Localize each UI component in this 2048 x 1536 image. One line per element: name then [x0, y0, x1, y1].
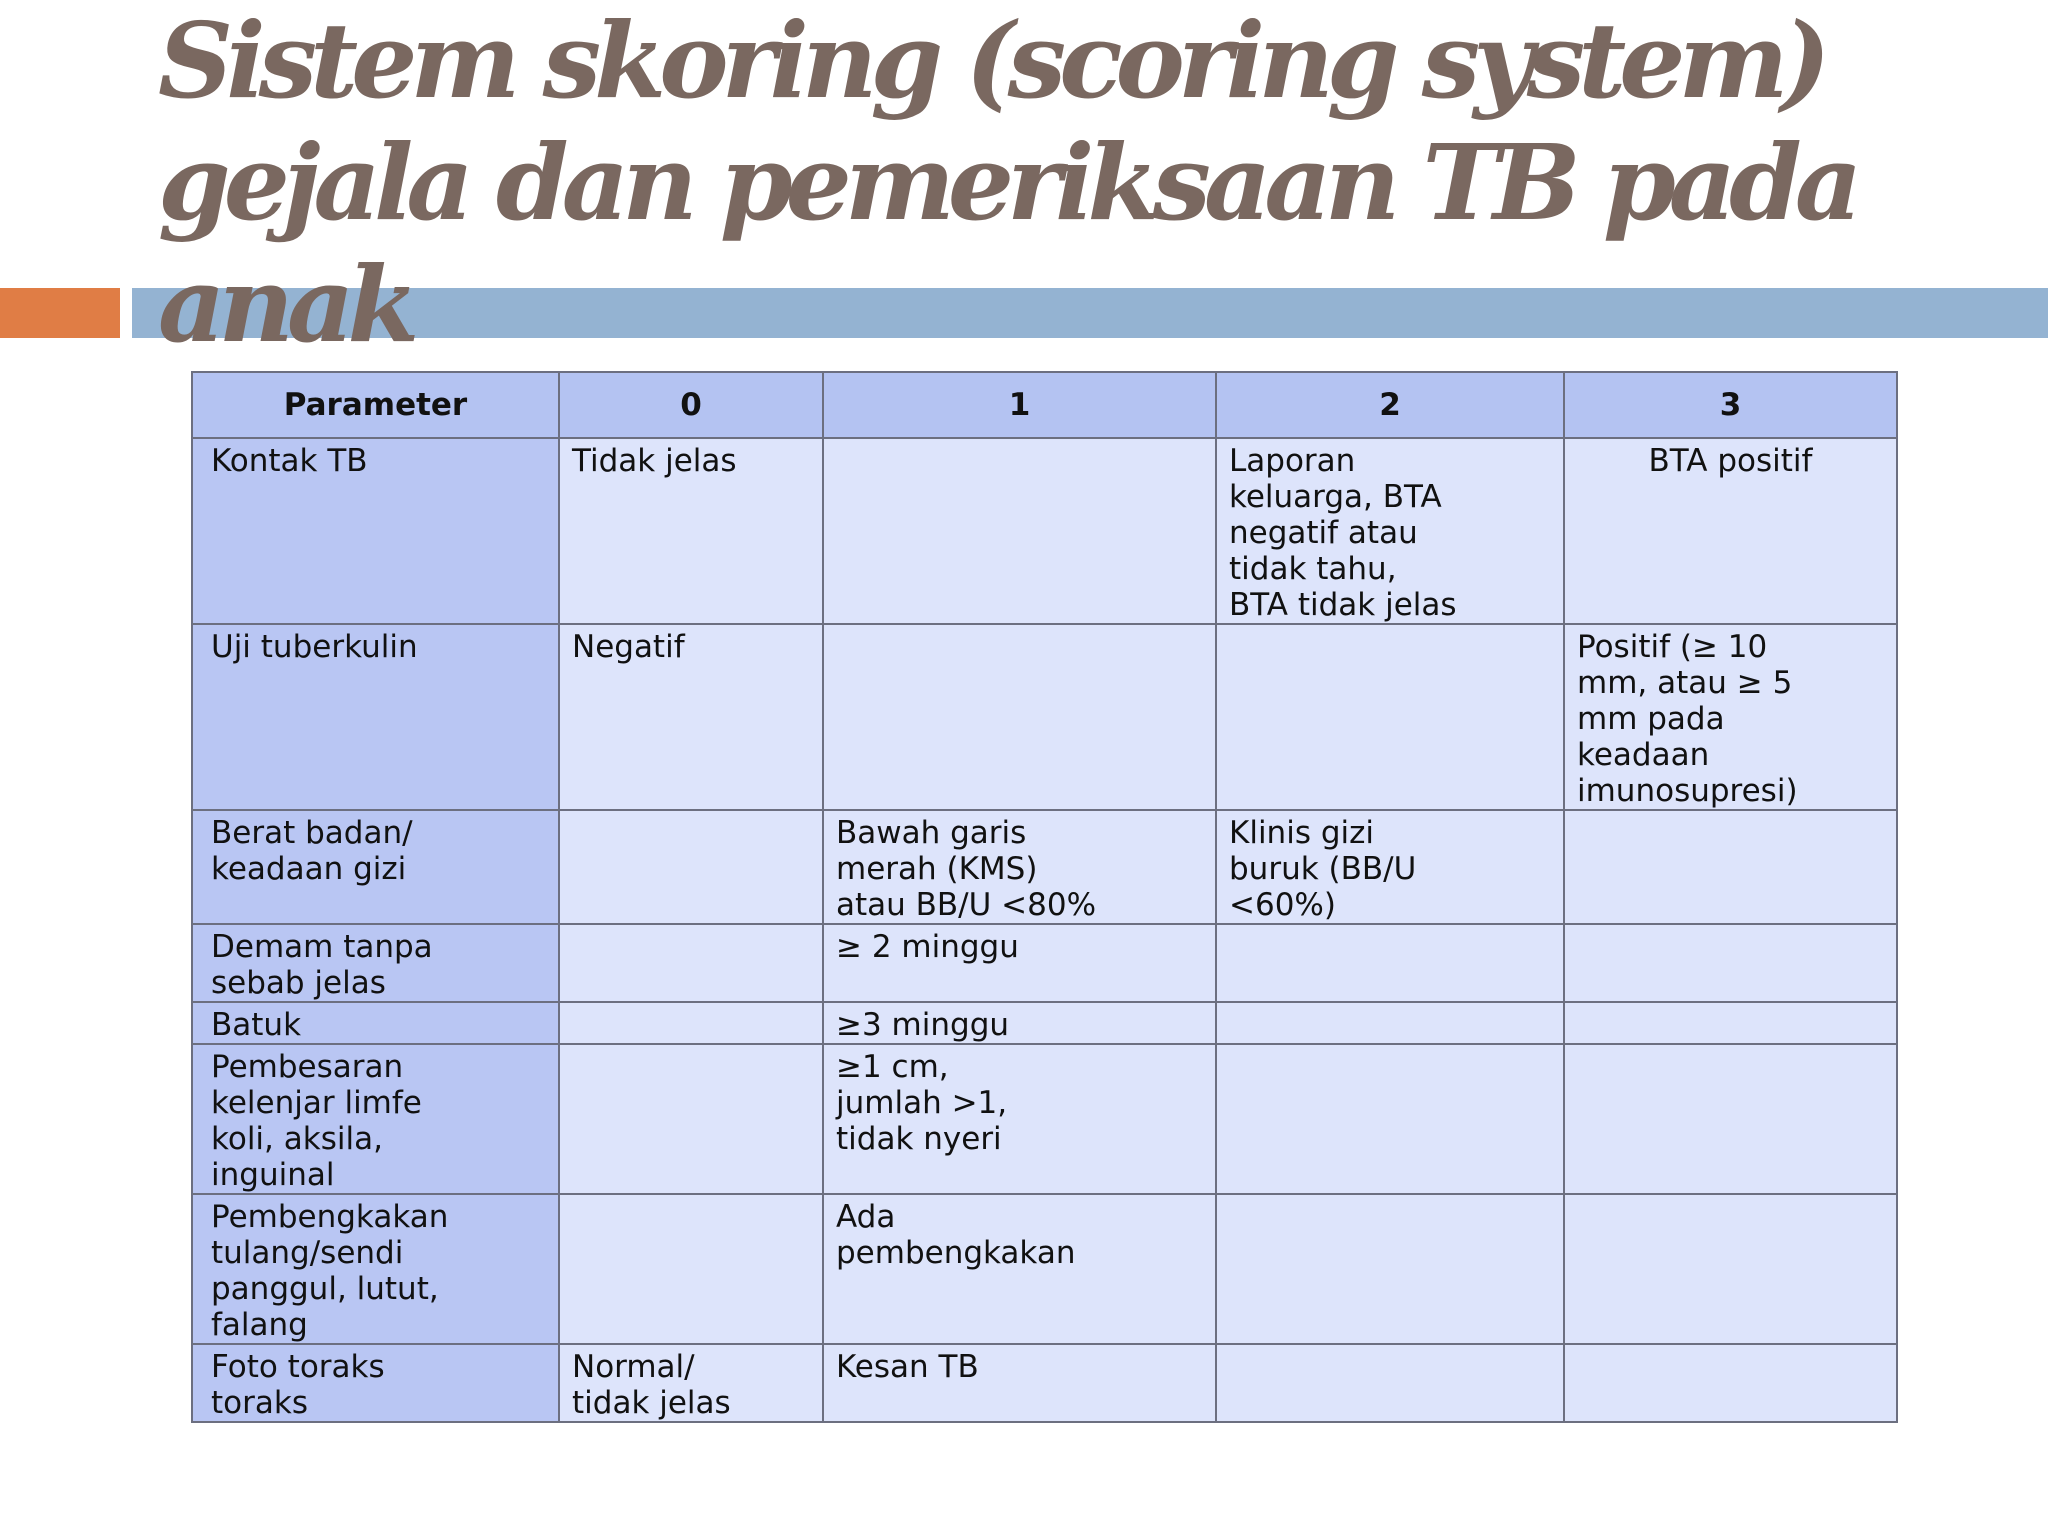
row-score-3 — [1564, 1002, 1897, 1044]
row-score-0: Tidak jelas — [559, 438, 823, 624]
header-score-3: 3 — [1564, 372, 1897, 438]
table-row — [192, 1044, 1897, 1194]
row-param: Pembesaran kelenjar limfe koli, aksila, inguinal — [192, 1044, 559, 1194]
row-score-3 — [1564, 1344, 1897, 1422]
row-score-2: Klinis gizi buruk (BB/U <60%) — [1216, 810, 1564, 924]
header-score-2: 2 — [1216, 372, 1564, 438]
slide-title — [158, 0, 2018, 366]
table-row — [192, 1194, 1897, 1344]
row-param: Demam tanpa sebab jelas — [192, 924, 559, 1002]
row-score-2: Laporan keluarga, BTA negatif atau tidak tahu, BTA tidak jelas — [1216, 438, 1564, 624]
header-score-0: 0 — [559, 372, 823, 438]
row-score-1: Bawah garis merah (KMS) atau BB/U <80% — [823, 810, 1216, 924]
scoring-table — [191, 371, 1898, 1423]
row-score-3: Positif (≥ 10 mm, atau ≥ 5 mm pada keadaan imunosupresi) — [1564, 624, 1897, 810]
accent-bar-orange — [0, 288, 120, 338]
row-score-1: Kesan TB — [823, 1344, 1216, 1422]
row-score-2 — [1216, 1194, 1564, 1344]
row-score-3 — [1564, 924, 1897, 1002]
row-score-1 — [823, 438, 1216, 624]
row-param: Uji tuberkulin — [192, 624, 559, 810]
row-score-1: ≥1 cm, jumlah >1, tidak nyeri — [823, 1044, 1216, 1194]
row-score-3 — [1564, 810, 1897, 924]
row-score-2 — [1216, 624, 1564, 810]
row-param: Batuk — [192, 1002, 559, 1044]
row-score-1: Ada pembengkakan — [823, 1194, 1216, 1344]
header-score-1: 1 — [823, 372, 1216, 438]
row-score-2 — [1216, 924, 1564, 1002]
row-score-0 — [559, 1044, 823, 1194]
row-score-1: ≥3 minggu — [823, 1002, 1216, 1044]
row-score-3 — [1564, 1194, 1897, 1344]
row-score-1 — [823, 624, 1216, 810]
table-row — [192, 924, 1897, 1002]
table-header-row — [192, 372, 1897, 438]
table-row — [192, 438, 1897, 624]
table-row — [192, 624, 1897, 810]
row-score-0: Negatif — [559, 624, 823, 810]
table-row — [192, 1002, 1897, 1044]
row-score-3: BTA positif — [1564, 438, 1897, 624]
title-line-1: Sistem skoring (scoring system) — [158, 0, 1824, 122]
row-score-2 — [1216, 1344, 1564, 1422]
row-score-1: ≥ 2 minggu — [823, 924, 1216, 1002]
row-param: Pembengkakan tulang/sendi panggul, lutut, falang — [192, 1194, 559, 1344]
row-score-2 — [1216, 1044, 1564, 1194]
row-score-2 — [1216, 1002, 1564, 1044]
row-score-3 — [1564, 1044, 1897, 1194]
row-score-0 — [559, 1194, 823, 1344]
row-param: Foto toraks toraks — [192, 1344, 559, 1422]
title-line-3: anak — [158, 243, 413, 366]
row-score-0 — [559, 1002, 823, 1044]
row-param: Berat badan/ keadaan gizi — [192, 810, 559, 924]
row-score-0: Normal/ tidak jelas — [559, 1344, 823, 1422]
row-score-0 — [559, 924, 823, 1002]
row-score-0 — [559, 810, 823, 924]
table-row — [192, 1344, 1897, 1422]
header-parameter: Parameter — [192, 372, 559, 438]
table-row — [192, 810, 1897, 924]
title-line-2: gejala dan pemeriksaan TB pada — [158, 121, 1856, 244]
row-param: Kontak TB — [192, 438, 559, 624]
